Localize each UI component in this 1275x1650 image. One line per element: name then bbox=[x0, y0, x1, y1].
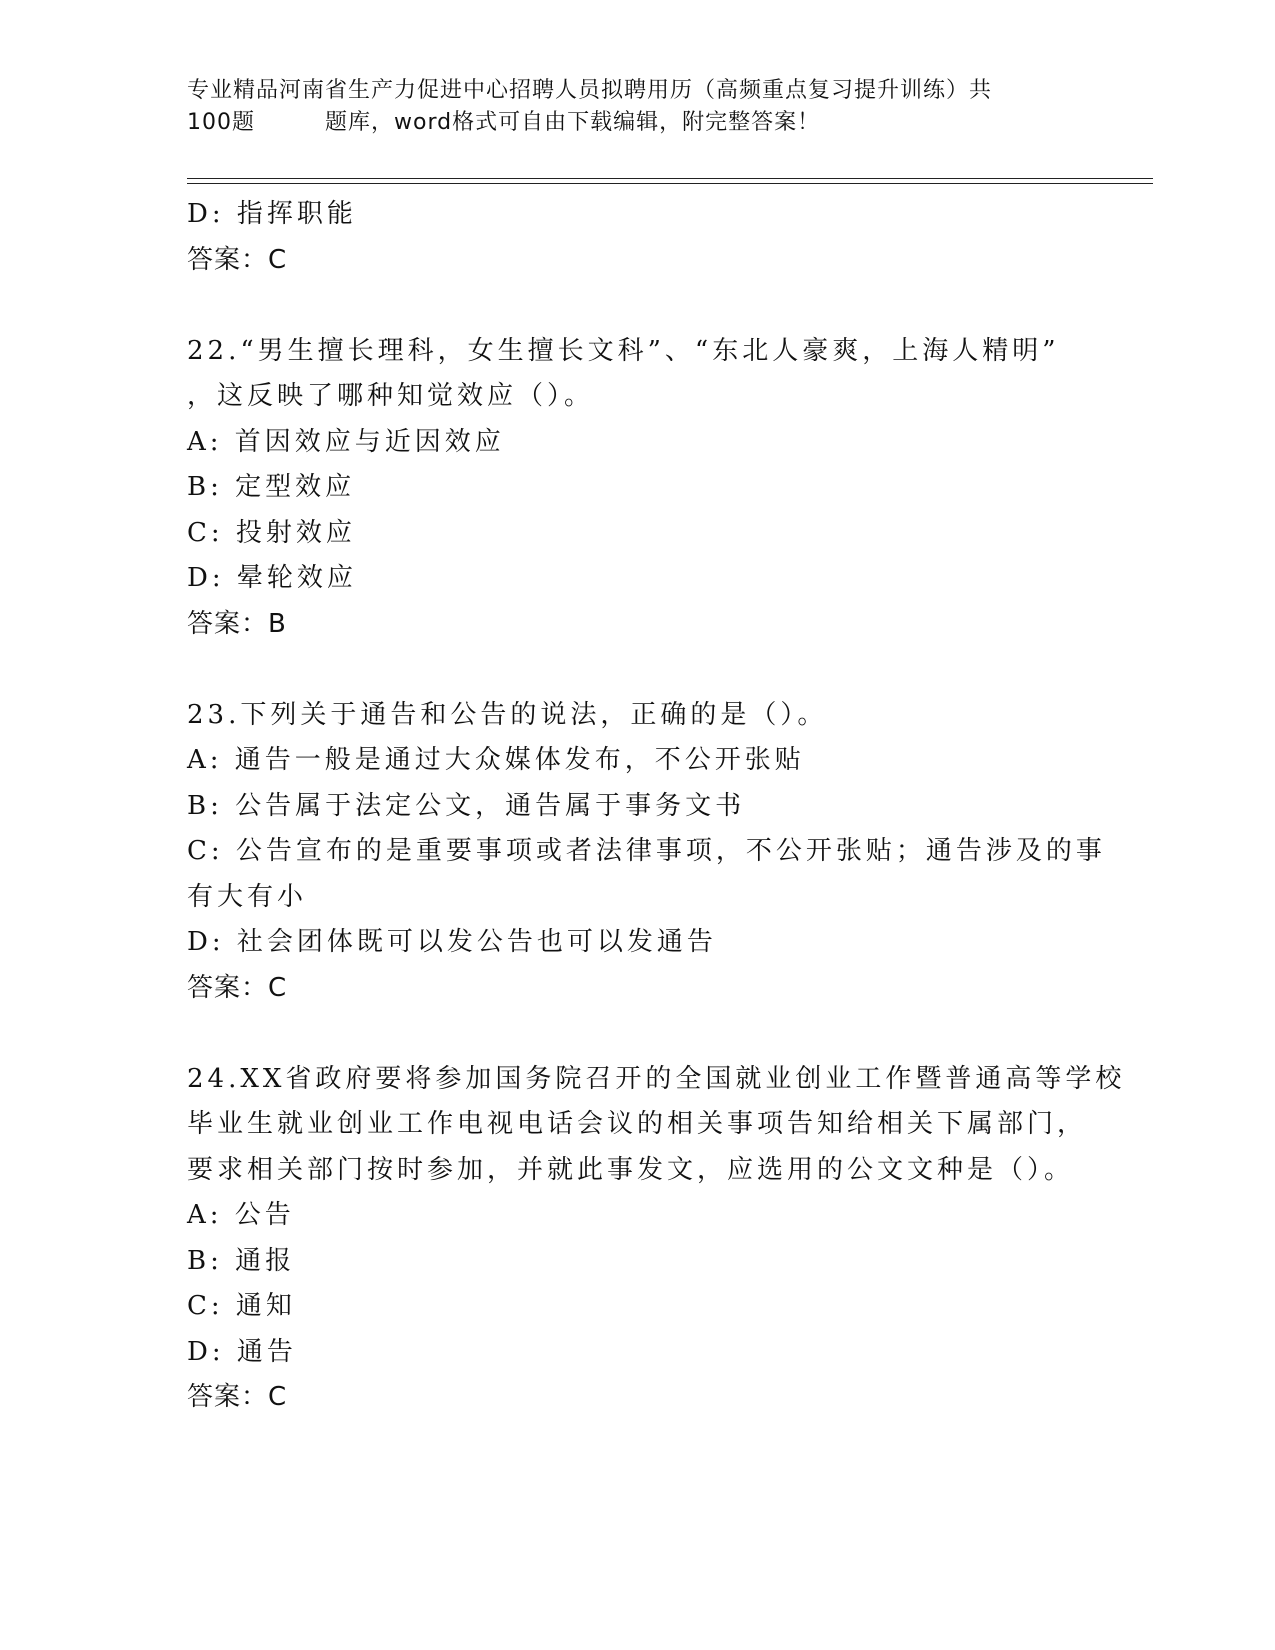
question-stem-line: ，这反映了哪种知觉效应（）。 bbox=[187, 381, 595, 411]
document-header bbox=[187, 75, 1087, 139]
question-22 bbox=[187, 329, 1087, 648]
option-d: D: 通告 bbox=[187, 1336, 297, 1367]
document-body bbox=[187, 192, 1126, 1421]
option-c: C: 通知 bbox=[187, 1291, 296, 1321]
question-stem-line: 24.XX省政府要将参加国务院召开的全国就业创业工作暨普通高等学校 bbox=[187, 1063, 1126, 1094]
option-c: C: 投射效应 bbox=[187, 517, 356, 548]
question-21-tail bbox=[187, 192, 1087, 283]
answer-line: 答案：C bbox=[187, 244, 288, 275]
option-b: B: 通报 bbox=[187, 1245, 296, 1276]
option-c-continuation: 有大有小 bbox=[187, 881, 308, 912]
question-stem-line: 毕业生就业创业工作电视电话会议的相关事项告知给相关下属部门， bbox=[187, 1109, 1088, 1139]
question-stem-line: 22.“男生擅长理科，女生擅长文科”、“东北人豪爽，上海人精明” bbox=[187, 335, 1060, 366]
question-stem-line: 23.下列关于通告和公告的说法，正确的是（）。 bbox=[187, 699, 828, 730]
question-23 bbox=[187, 693, 1106, 1012]
answer-line: 答案：C bbox=[187, 1382, 288, 1412]
option-d: D: 指挥职能 bbox=[187, 199, 357, 229]
option-b: B: 公告属于法定公文，通告属于事务文书 bbox=[187, 790, 746, 821]
option-d: D: 社会团体既可以发公告也可以发通告 bbox=[187, 927, 717, 957]
option-d: D: 晕轮效应 bbox=[187, 563, 357, 593]
option-a: A: 首因效应与近因效应 bbox=[187, 426, 505, 457]
header-description: 题库，word格式可自由下载编辑，附完整答案！ bbox=[325, 110, 821, 135]
question-24 bbox=[187, 1057, 1126, 1421]
option-a: A: 公告 bbox=[187, 1200, 295, 1230]
answer-line: 答案：B bbox=[187, 608, 287, 639]
header-title-line-2 bbox=[187, 107, 1087, 139]
question-stem-line: 要求相关部门按时参加，并就此事发文，应选用的公文文种是（）。 bbox=[187, 1154, 1075, 1185]
header-divider-bottom bbox=[187, 183, 1153, 184]
option-a: A: 通告一般是通过大众媒体发布，不公开张贴 bbox=[187, 745, 805, 775]
header-question-count: 100题 bbox=[187, 110, 255, 135]
header-divider-top bbox=[187, 178, 1153, 179]
option-b: B: 定型效应 bbox=[187, 472, 356, 502]
option-c: C: 公告宣布的是重要事项或者法律事项，不公开张贴；通告涉及的事 bbox=[187, 836, 1106, 866]
header-title-line-1: 专业精品河南省生产力促进中心招聘人员拟聘用历（高频重点复习提升训练）共 bbox=[187, 78, 993, 103]
answer-line: 答案：C bbox=[187, 972, 288, 1003]
